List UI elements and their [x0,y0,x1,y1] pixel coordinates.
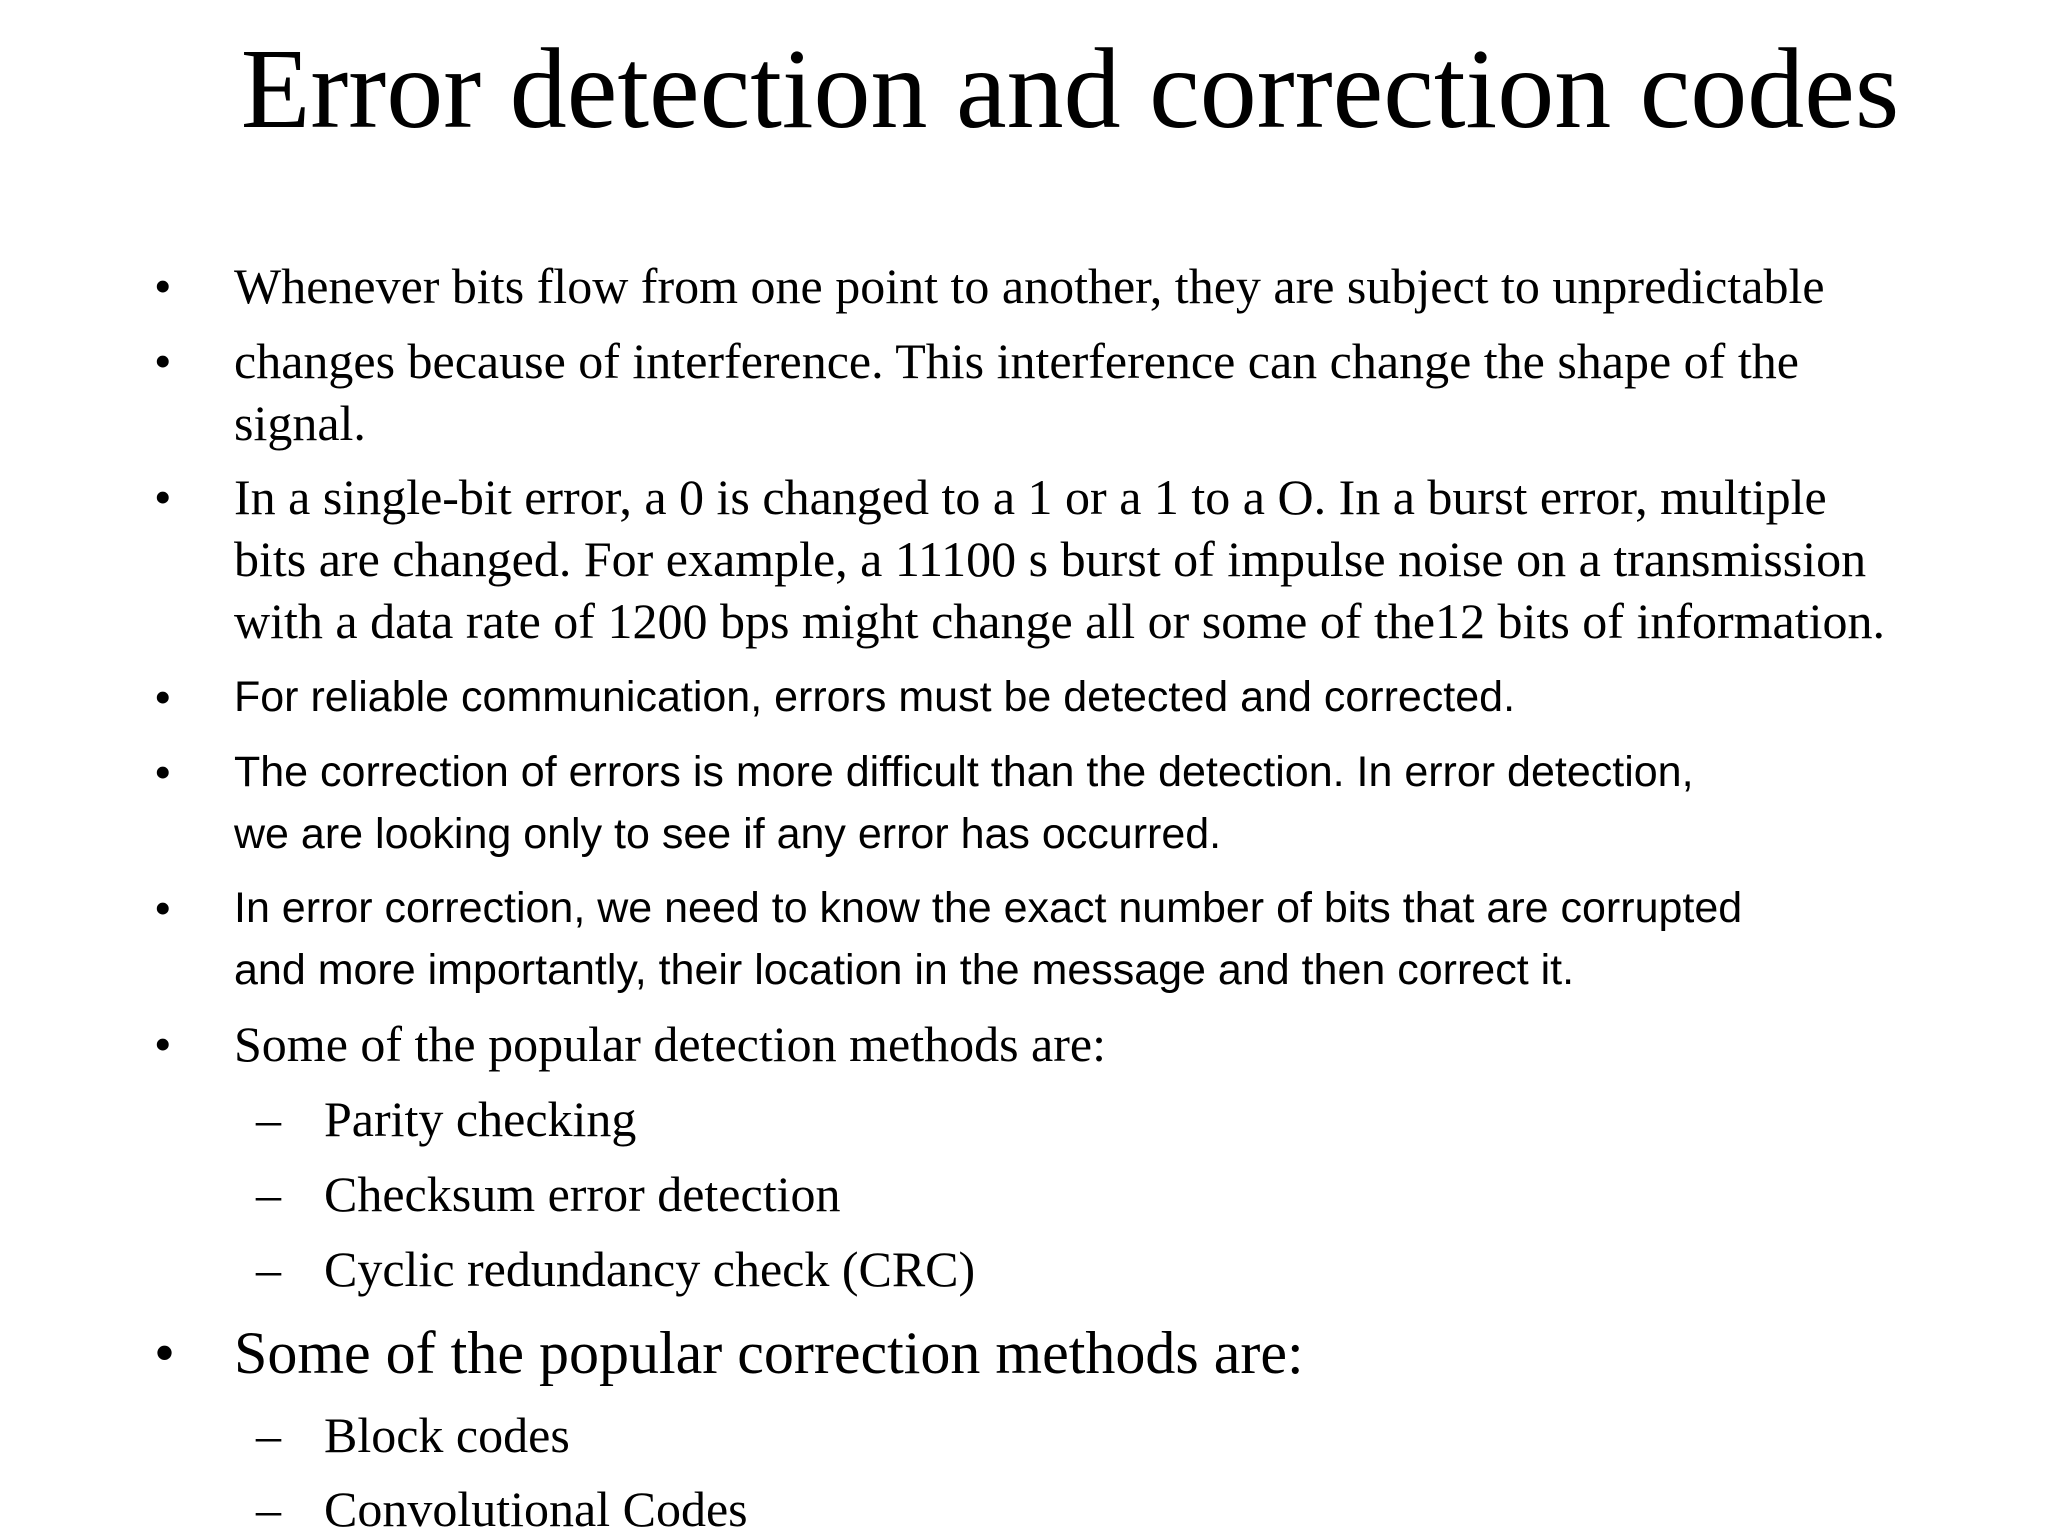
bullet-item-large [154,1318,1304,1388]
dash-marker: – [256,1166,281,1222]
bullet-marker: • [154,880,172,936]
sub-list-item [256,1088,637,1150]
bullet-item [154,1013,1106,1075]
sub-list-item [256,1404,570,1466]
bullet-line: Some of the popular correction methods are: [234,1320,1304,1386]
bullet-line: Whenever bits flow from one point to another, they are subject to unpredictable [234,258,1825,314]
sub-list-item [256,1238,976,1300]
bullet-marker: • [154,469,172,525]
bullet-line: and more importantly, their location in the message and then correct it. [234,946,1575,994]
bullet-line: For reliable communication, errors must be detected and corrected. [234,673,1516,721]
bullet-line: we are looking only to see if any error has occurred. [234,810,1222,858]
sub-list-item [256,1478,748,1536]
bullet-item [154,741,1694,865]
bullet-line: signal. [234,395,366,451]
bullet-marker: • [154,1016,172,1072]
sub-item-text: Checksum error detection [324,1166,841,1222]
sub-item-text: Parity checking [324,1091,637,1147]
slide-title: Error detection and correction codes [240,25,1900,152]
sub-list-item [256,1163,841,1225]
sub-item-text: Cyclic redundancy check (CRC) [324,1241,976,1297]
dash-marker: – [256,1091,281,1147]
bullet-line: changes because of interference. This interference can change the shape of the [234,333,1799,389]
bullet-marker: • [154,669,172,725]
sub-item-text: Convolutional Codes [324,1481,748,1536]
bullet-item [154,466,1886,652]
dash-marker: – [256,1481,281,1536]
bullet-marker: • [154,333,172,389]
sub-item-text: Block codes [324,1407,570,1463]
bullet-item [154,666,1516,728]
bullet-line: The correction of errors is more difficult than the detection. In error detection, [234,748,1694,796]
bullet-line: In error correction, we need to know the exact number of bits that are corrupted [234,884,1743,932]
bullet-line: bits are changed. For example, a 11100 s burst of impulse noise on a transmission [234,531,1867,587]
dash-marker: – [256,1407,281,1463]
bullet-line: In a single-bit error, a 0 is changed to a 1 or a 1 to a O. In a burst error, multiple [234,469,1827,525]
bullet-item [154,330,1799,454]
bullet-line: Some of the popular detection methods are: [234,1016,1106,1072]
bullet-item [154,255,1825,317]
bullet-marker: • [154,258,172,314]
bullet-item [154,877,1743,1001]
dash-marker: – [256,1241,281,1297]
bullet-marker: • [154,744,172,800]
bullet-line: with a data rate of 1200 bps might change all or some of the12 bits of information. [234,593,1886,649]
bullet-marker: • [154,1320,176,1386]
